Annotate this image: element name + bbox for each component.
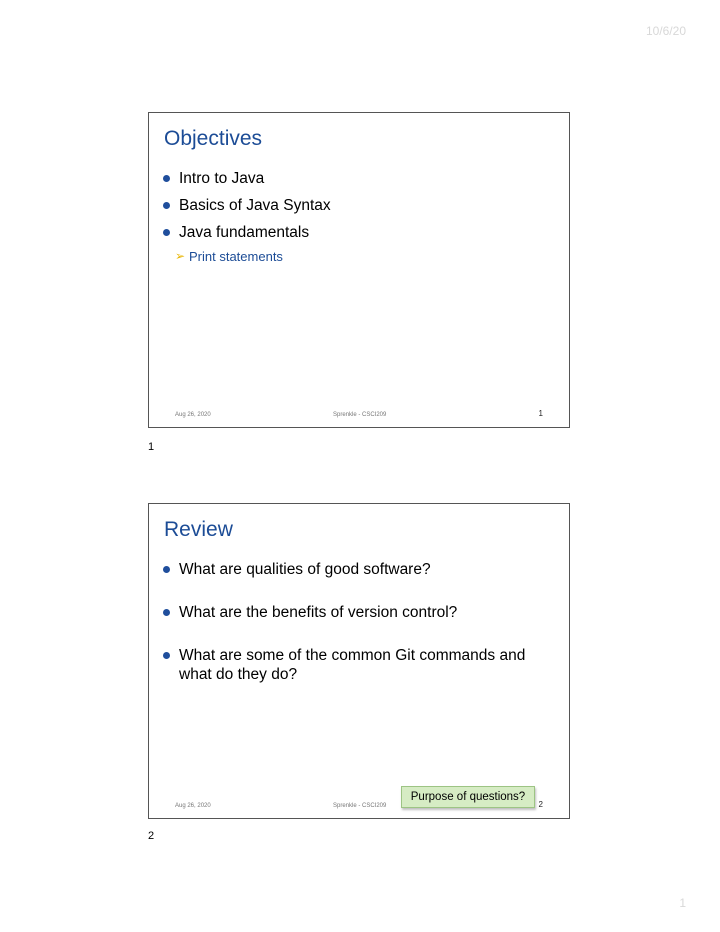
page-date: 10/6/20 <box>645 24 686 38</box>
slide-review <box>148 503 570 819</box>
list-item <box>161 560 556 579</box>
list-item <box>161 196 556 215</box>
callout-box: Purpose of questions? <box>401 786 535 808</box>
bullet-dot-icon <box>163 566 170 573</box>
list-item <box>161 646 556 684</box>
footer-author: Sprenkle - CSCI209 <box>333 803 387 809</box>
footer-date: Aug 26, 2020 <box>175 412 211 418</box>
bullet-text: Basics of Java Syntax <box>179 197 331 214</box>
footer-date: Aug 26, 2020 <box>175 803 211 809</box>
bullet-text: What are qualities of good software? <box>179 561 431 578</box>
bullet-text: What are some of the common Git commands and what do they do? <box>179 647 526 683</box>
bullet-text: What are the benefits of version control? <box>179 604 458 621</box>
bullet-dot-icon <box>163 652 170 659</box>
bullet-text: Intro to Java <box>179 170 265 187</box>
bullet-list <box>161 560 556 708</box>
subbullet-text: Print statements <box>189 249 283 264</box>
bullet-text: Java fundamentals <box>179 224 310 241</box>
slide-title: Review <box>164 518 233 541</box>
slide-title: Objectives <box>164 127 263 150</box>
list-item <box>161 169 556 188</box>
footer-slide-number: 1 <box>538 409 543 418</box>
list-item <box>161 223 556 242</box>
footer-slide-number: 2 <box>538 800 543 809</box>
bullet-dot-icon <box>163 202 170 209</box>
page-number: 1 <box>679 896 686 910</box>
bullet-dot-icon <box>163 175 170 182</box>
slide-objectives <box>148 112 570 428</box>
bullet-list <box>161 169 556 265</box>
sub-list-item <box>161 248 556 265</box>
bullet-dot-icon <box>163 229 170 236</box>
arrow-bullet-icon: ➢ <box>175 249 186 263</box>
footer-author: Sprenkle - CSCI209 <box>333 412 387 418</box>
list-item <box>161 603 556 622</box>
slide-caption: 1 <box>148 441 155 453</box>
slide-caption: 2 <box>148 830 155 842</box>
bullet-dot-icon <box>163 609 170 616</box>
